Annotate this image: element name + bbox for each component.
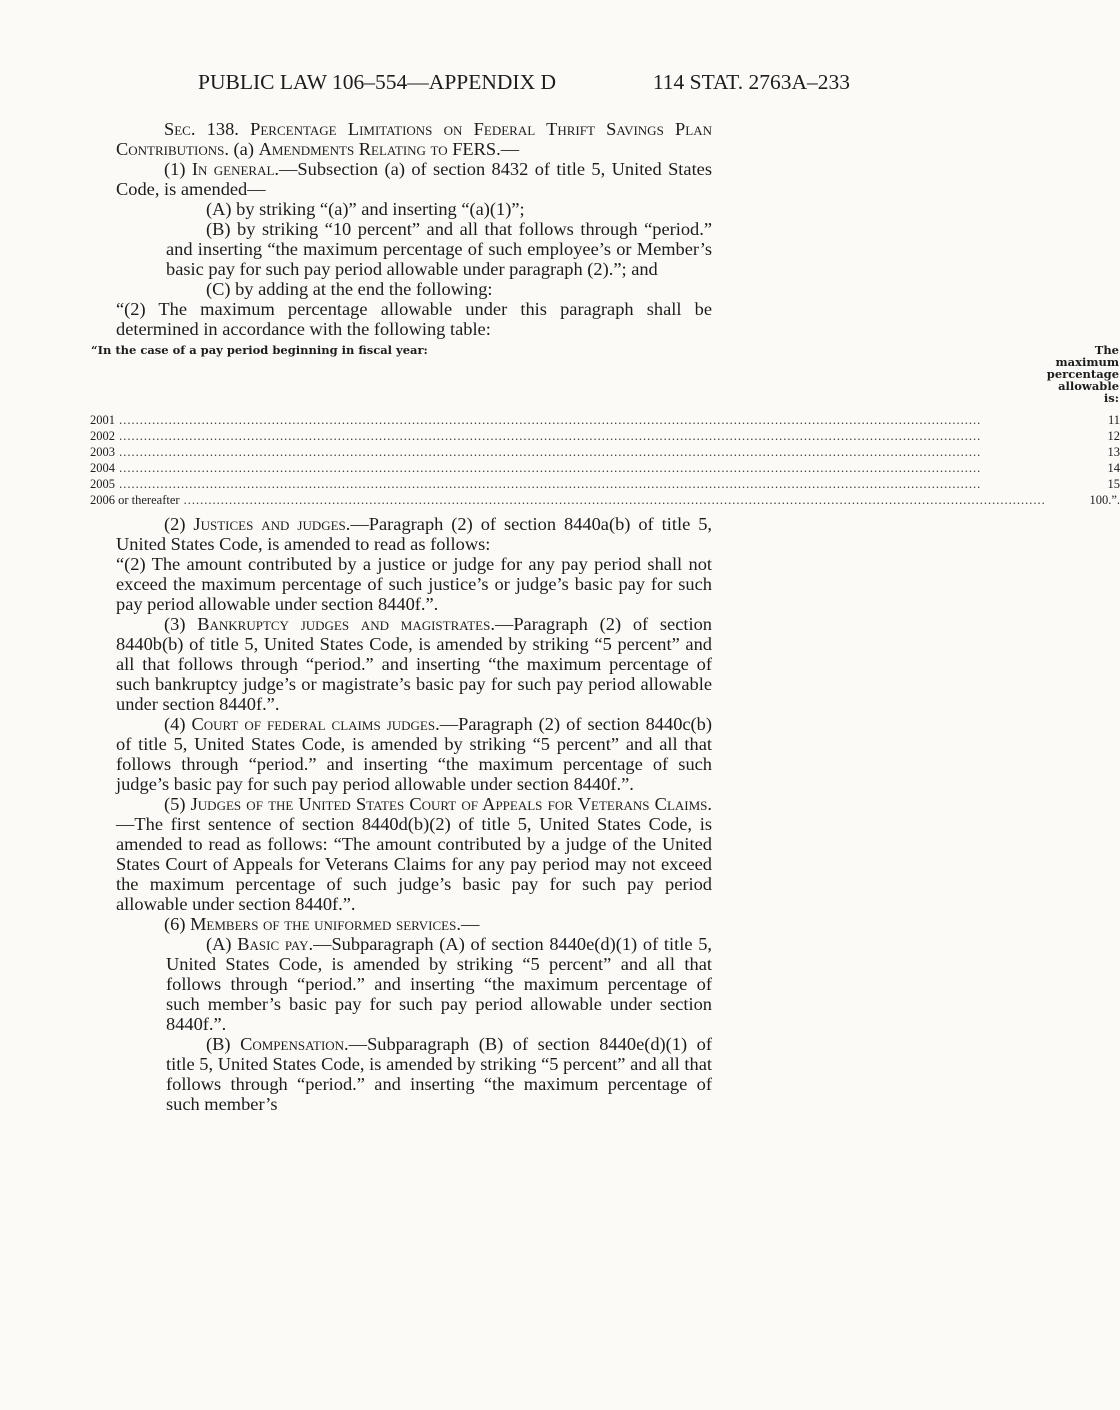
paragraph-5 — [116, 794, 712, 914]
paragraph-3-text: —Paragraph (2) of section 8440b(b) of title 5, United States Code, is amended by striking “5 percent” and all that follows through “period.” and inserting “the maximum percentage of such bankruptcy judge’s or magistrate’s basic pay for such pay period allowable under section 8440f.”. — [116, 614, 712, 714]
table-row-year: 2003 — [90, 445, 115, 459]
section-title: Percentage Limitations on Federal Thrift Savings Plan Contributions. — [116, 119, 712, 159]
paragraph-1-number: (1) — [164, 159, 186, 179]
subparagraph-1a: (A) by striking “(a)” and inserting “(a)(1)”; — [206, 199, 525, 219]
subparagraph-6a-text: —Subparagraph (A) of section 8440e(d)(1) of title 5, United States Code, is amended by striking “5 percent” and all that follows through “period.” and inserting “the maximum percentage of such member’s basic pay for such pay period allowable under section 8440f.”. — [166, 934, 712, 1034]
table-col1-header: “In the case of a pay period beginning in fiscal year: — [91, 343, 428, 357]
paragraph-5-heading: Judges of the United States Court of Appeals for Veterans Claims. — [190, 794, 712, 814]
subparagraph-6b-number: (B) — [206, 1034, 231, 1054]
table-row-year: 2004 — [90, 461, 115, 475]
paragraph-4-number: (4) — [164, 714, 186, 734]
paragraph-3 — [116, 614, 712, 714]
paragraph-4-text: —Paragraph (2) of section 8440c(b) of title 5, United States Code, is amended by striking “5 percent” and all that follows through “period.” and inserting “the maximum percentage of such judge’s basic pay for such pay period allowable under section 8440f.”. — [116, 714, 712, 794]
document-body — [90, 119, 1120, 1114]
table-row — [90, 428, 1120, 444]
subparagraph-6a-heading: Basic pay. — [237, 934, 314, 954]
table-col2-header: The maximum percentage allowable is: — [1046, 343, 1120, 405]
table-row — [90, 412, 1120, 428]
table-row-year: 2005 — [90, 477, 115, 491]
table-row-value: 100.”. — [1089, 493, 1120, 507]
table-row — [90, 492, 1120, 508]
subparagraph-6b — [116, 1034, 712, 1114]
paragraph-1-text: —Subsection (a) of section 8432 of title 5, United States Code, is amended— — [116, 159, 712, 199]
paragraph-6-text: — — [460, 914, 480, 934]
subparagraph-6b-text: —Subparagraph (B) of section 8440e(d)(1) of title 5, United States Code, is amended by striking “5 percent” and all that follows through “period.” and inserting “the maximum percentage of such member’s — [166, 1034, 712, 1114]
paragraph-4-heading: Court of federal claims judges. — [191, 714, 440, 734]
paragraph-3-number: (3) — [164, 614, 186, 634]
subsection-a-heading: Amendments Relating to FERS. — [258, 139, 501, 159]
section-number: Sec. 138. — [164, 119, 239, 139]
header-law-title: PUBLIC LAW 106–554—APPENDIX D — [198, 70, 557, 94]
table-row-year: 2001 — [90, 413, 115, 427]
paragraph-1 — [116, 159, 712, 199]
subparagraph-1c: (C) by adding at the end the following: — [206, 279, 493, 299]
table-row-year: 2006 or thereafter — [90, 493, 180, 507]
subparagraph-6b-heading: Compensation. — [240, 1034, 349, 1054]
header-stat-citation: 114 STAT. 2763A–233 — [652, 70, 850, 94]
paragraph-4 — [116, 714, 712, 794]
quoted-paragraph-2: “(2) The maximum percentage allowable under this paragraph shall be determined in accordance with the following table: — [116, 299, 712, 339]
paragraph-2-text: —Paragraph (2) of section 8440a(b) of title 5, United States Code, is amended to read as follows: — [116, 514, 712, 554]
paragraph-6-heading: Members of the uniformed services. — [190, 914, 461, 934]
paragraph-5-number: (5) — [164, 794, 186, 814]
subparagraph-6a-number: (A) — [206, 934, 232, 954]
section-heading — [116, 119, 712, 159]
table-row-value: 12 — [1107, 429, 1120, 443]
paragraph-6-number: (6) — [164, 914, 186, 934]
table-row-value: 13 — [1107, 445, 1120, 459]
running-header — [198, 70, 850, 95]
table-row-year: 2002 — [90, 429, 115, 443]
table-row — [90, 476, 1120, 492]
subsection-a-number: (a) — [233, 139, 254, 159]
table-row-value: 14 — [1107, 461, 1120, 475]
table-row-value: 11 — [1107, 413, 1120, 427]
paragraph-2-number: (2) — [164, 514, 186, 534]
table-row-value: 15 — [1107, 477, 1120, 491]
paragraph-2 — [116, 514, 712, 554]
subparagraph-6a — [116, 934, 712, 1034]
fiscal-year-table — [90, 343, 1120, 508]
paragraph-2-quote: “(2) The amount contributed by a justice or judge for any pay period shall not exceed the maximum percentage of such justice’s or judge’s basic pay for such pay period allowable under section 8440f.”. — [116, 554, 712, 614]
subsection-a-dash: — — [500, 139, 520, 159]
table-header-row — [90, 343, 1120, 405]
paragraph-6 — [116, 914, 712, 934]
subparagraph-1b: (B) by striking “10 percent” and all that follows through “period.” and inserting “the maximum percentage of such employee’s or Member’s basic pay for such pay period allowable under paragraph (2).”; and — [166, 219, 712, 279]
paragraph-1-heading: In general. — [191, 159, 280, 179]
table-row — [90, 444, 1120, 460]
paragraph-2-heading: Justices and judges. — [193, 514, 351, 534]
table-row — [90, 460, 1120, 476]
paragraph-3-heading: Bankruptcy judges and magistrates. — [197, 614, 495, 634]
paragraph-5-text: —The first sentence of section 8440d(b)(2) of title 5, United States Code, is amended to read as follows: “The amount contributed by a judge of the United States Court of Appeals for Veterans Claims for any pay period may not exceed the maximum percentage of such judge’s basic pay for such pay period allowable under section 8440f.”. — [116, 814, 712, 914]
